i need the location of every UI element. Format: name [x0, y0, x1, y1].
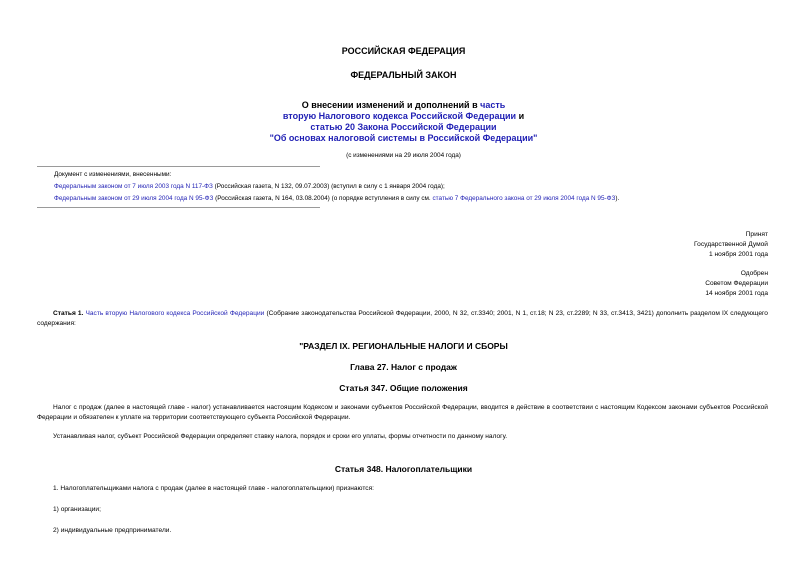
title-prefix: О внесении изменений и дополнений в — [301, 100, 481, 110]
article-348-title: Статья 348. Налогоплательщики — [334, 464, 473, 474]
adopted-date: 1 ноября 2001 года — [709, 251, 768, 258]
divider-top — [37, 166, 320, 167]
title-link-article-20[interactable]: статью 20 Закона Российской Федерации — [310, 122, 497, 132]
changes-intro: Документ с изменениями, внесенными: — [54, 171, 172, 178]
change-link-95fz[interactable]: Федеральным законом от 29 июля 2004 года N 95-ФЗ — [54, 195, 214, 202]
approved-label: Одобрен — [740, 270, 768, 277]
adopted-block — [694, 230, 768, 260]
title-and: и — [516, 111, 525, 121]
chapter-title: Глава 27. Налог с продаж — [350, 362, 457, 372]
change-item-2-end: ). — [615, 195, 620, 202]
article-348-paragraph-1: 1. Налогоплательщиками налога с продаж (далее в настоящей главе - налогоплательщики) признаются: — [53, 485, 375, 492]
law-title-line-4 — [0, 133, 807, 144]
law-type-heading: ФЕДЕРАЛЬНЫЙ ЗАКОН — [350, 70, 457, 80]
change-item-2-text: (Российская газета, N 164, 03.08.2004) (о порядке вступления в силу см. — [213, 195, 433, 202]
article-1-paragraph — [37, 309, 768, 329]
article-347-paragraph-2: Устанавливая налог, субъект Российской Федерации определяет ставку налога, порядок и сроки его уплаты, формы отчетности по данному налогу. — [53, 433, 508, 440]
title-link-tax-system-law[interactable]: "Об основах налоговой системы в Российской Федерации" — [269, 133, 538, 143]
change-item-2 — [54, 194, 794, 203]
change-link-117fz[interactable]: Федеральным законом от 7 июля 2003 года N 117-ФЗ — [54, 183, 213, 190]
title-link-tax-code[interactable]: вторую Налогового кодекса Российской Федерации — [282, 111, 517, 121]
article-1-label: Статья 1. — [53, 310, 84, 317]
country-heading: РОССИЙСКАЯ ФЕДЕРАЦИЯ — [341, 46, 466, 56]
law-title-line-3 — [0, 122, 807, 133]
change-item-1-text: (Российская газета, N 132, 09.07.2003) (вступил в силу с 1 января 2004 года); — [212, 183, 445, 190]
article-347-title: Статья 347. Общие положения — [339, 383, 468, 393]
article-1-text: (Собрание законодательства Российской Федерации, 2000, N 32, ст.3340; 2001, N 1, ст.18; N 23, ст.2289; N 33, ст.3413, 3421) дополнить разделом IX следующего содержания: — [37, 310, 768, 327]
change-link-article-7[interactable]: статью 7 Федерального закона от 29 июля 2004 года N 95-ФЗ — [432, 195, 616, 202]
title-link-part[interactable]: часть — [480, 100, 506, 110]
adopted-body: Государственной Думой — [694, 241, 768, 248]
article-348-paragraph-3: 2) индивидуальные предприниматели. — [53, 527, 172, 534]
revision-note: (с изменениями на 29 июля 2004 года) — [346, 152, 461, 159]
approved-body: Советом Федерации — [705, 280, 768, 287]
approved-block — [705, 269, 768, 299]
law-title-line-1 — [0, 100, 807, 111]
law-title — [0, 100, 807, 144]
law-title-line-2 — [0, 111, 807, 122]
changes-block — [54, 170, 794, 203]
change-item-1 — [54, 182, 794, 191]
section-title: "РАЗДЕЛ IX. РЕГИОНАЛЬНЫЕ НАЛОГИ И СБОРЫ — [299, 341, 508, 351]
article-1-link[interactable]: Часть вторую Налогового кодекса Российской Федерации — [85, 310, 265, 317]
divider-bottom — [37, 207, 320, 208]
article-348-paragraph-2: 1) организации; — [53, 506, 101, 513]
adopted-label: Принят — [745, 231, 768, 238]
approved-date: 14 ноября 2001 года — [705, 290, 768, 297]
article-347-paragraph-1: Налог с продаж (далее в настоящей главе - налог) устанавливается настоящим Кодексом и законами субъектов Российской Федерации, вводится в действие в соответствии с настоящим Кодексом законами субъектов Российской Федерации и обязателен к уплате на территории соответствующего субъекта Российской Федерации. — [37, 404, 768, 421]
